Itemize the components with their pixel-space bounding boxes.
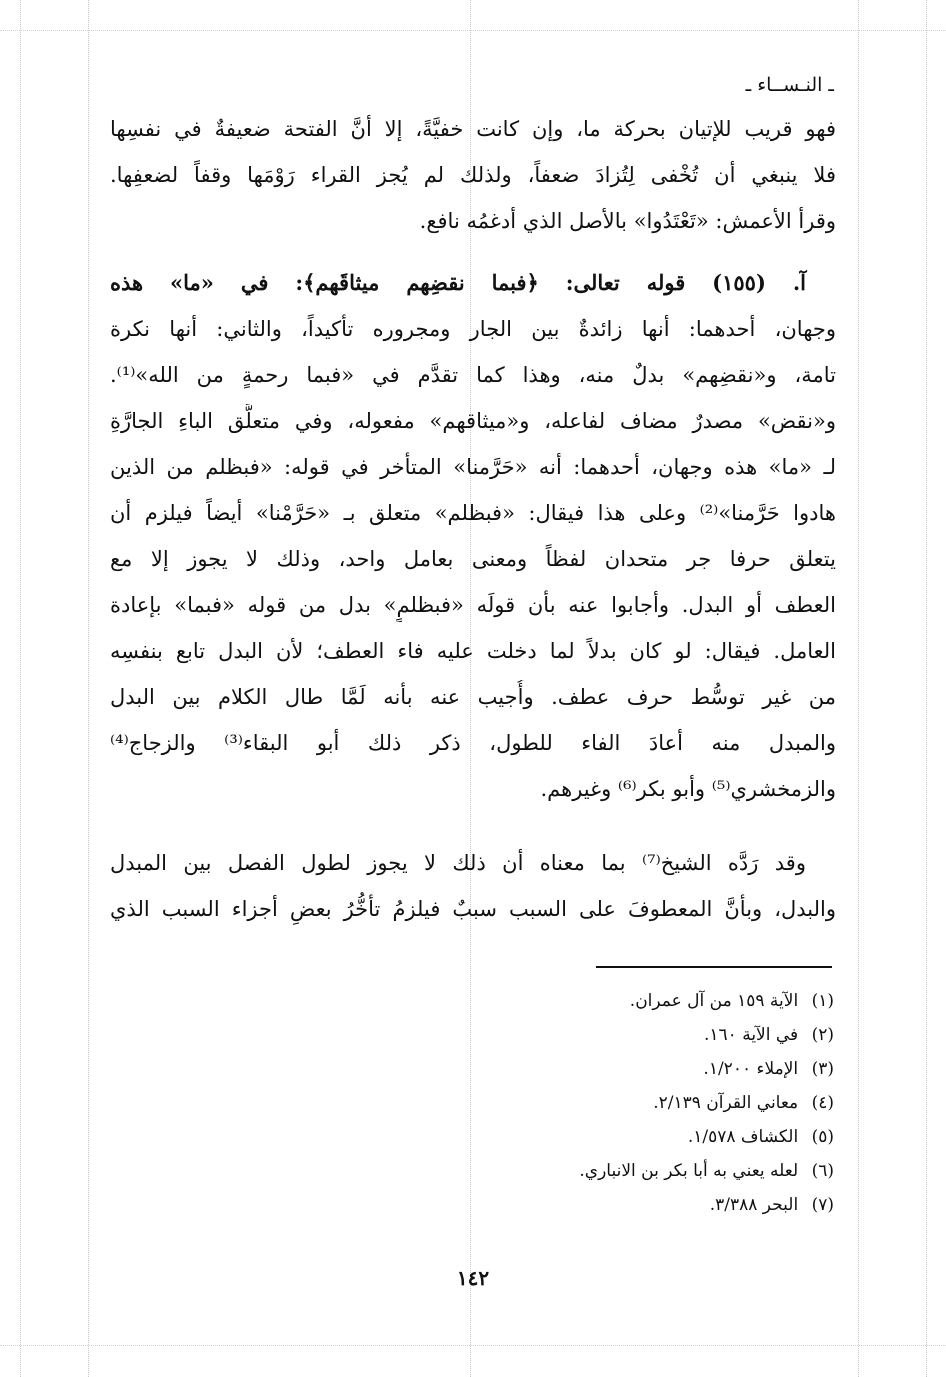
- text-line: وقرأ الأعمش: «تَعْتَدُوا» بالأصل الذي أدغمُه نافع.: [419, 209, 836, 233]
- footnote-text: الآية ١٥٩ من آل عمران.: [629, 991, 799, 1011]
- scan-guide-line: [858, 0, 859, 1377]
- text-line: هادوا حَرَّمنا»⁽²⁾ وعلى هذا فيقال: «فبظلم» متعلق بـ «حَرَّمْنا» أيضاً فيلزم أن: [110, 501, 836, 525]
- text-line: لـ «ما» هذه وجهان، أحدهما: أنه «حَرَّمنا» المتأخر في قوله: «فبظلم من الذين: [110, 455, 836, 479]
- footnotes: [114, 984, 834, 1222]
- footnote-separator: [596, 966, 832, 968]
- text-line: العطف أو البدل. وأجابوا عنه بأن قولَه «فبظلمٍ» بدل من قوله «فبما» بإعادة: [110, 593, 836, 617]
- footnote-text: لعله يعني به أبا بكر بن الانباري.: [579, 1161, 799, 1181]
- footnote-number: (٦): [811, 1161, 834, 1181]
- scan-guide-line: [88, 0, 89, 1377]
- text-line: وقد رَدَّه الشيخ⁽⁷⁾ بما معناه أن ذلك لا يجوز لطول الفصل بين المبدل: [110, 851, 806, 875]
- footnote-item: [114, 1052, 834, 1086]
- scan-guide-line: [926, 0, 927, 1377]
- text-line: يتعلق حرفا جر متحدان لفظاً ومعنى بعامل واحد، وذلك لا يجوز إلا مع: [110, 547, 836, 571]
- running-head: ـ النـســاء ـ: [745, 74, 834, 96]
- footnote-item: [114, 1120, 834, 1154]
- text-line: تامة، و«نقضِهم» بدلٌ منه، وهذا كما تقدَّم في «فبما رحمةٍ من الله»⁽¹⁾.: [110, 363, 836, 387]
- text-line: فلا ينبغي أن تُخْفى لِتُزادَ ضعفاً، ولذلك لم يُجز القراء رَوْمَها وقفاً لضعفِها.: [110, 163, 836, 187]
- footnote-text: معاني القرآن ٢/١٣٩.: [653, 1093, 799, 1113]
- footnote-number: (١): [811, 991, 834, 1011]
- text-line: من غير توسُّط حرف عطف. وأُجيب عنه بأنه لَمَّا طال الكلام بين البدل: [110, 685, 836, 709]
- scan-guide-line: [0, 30, 946, 31]
- footnote-item: [114, 1188, 834, 1222]
- scan-guide-line: [0, 1345, 946, 1346]
- footnote-text: البحر ٣/٣٨٨.: [709, 1195, 799, 1215]
- footnote-number: (٢): [811, 1025, 834, 1045]
- scan-guide-line: [20, 0, 21, 1377]
- text-line: العامل. فيقال: لو كان بدلاً لما دخلت عليه فاء العطف؛ لأن البدل تابع بنفسِه: [110, 639, 836, 663]
- footnote-item: [114, 1154, 834, 1188]
- footnote-text: في الآية ١٦٠.: [703, 1025, 799, 1045]
- footnote-number: (٤): [811, 1093, 834, 1113]
- text-line: وجهان، أحدهما: أنها زائدةٌ بين الجار ومجروره تأكيداً، والثاني: أنها نكرة: [110, 317, 836, 341]
- text-line: و«نقض» مصدرٌ مضاف لفاعله، و«ميثاقهم» مفعوله، وفي متعلَّق الباءِ الجارَّةِ: [110, 409, 836, 433]
- text-line: والمبدل منه أعادَ الفاء للطول، ذكر ذلك أبو البقاء⁽³⁾ والزجاج⁽⁴⁾: [110, 731, 836, 755]
- footnote-number: (٣): [811, 1059, 834, 1079]
- footnote-item: [114, 984, 834, 1018]
- footnote-number: (٧): [811, 1195, 834, 1215]
- text-line: والبدل، وبأنَّ المعطوفَ على السبب سببٌ فيلزمُ تأخُّرُ بعضِ أجزاء السبب الذي: [110, 897, 836, 921]
- footnote-item: [114, 1018, 834, 1052]
- footnote-text: الكشاف ١/٥٧٨.: [687, 1127, 799, 1147]
- footnote-number: (٥): [811, 1127, 834, 1147]
- text-line: فهو قريب للإتيان بحركة ما، وإن كانت خفيَّةً، إلا أنَّ الفتحة ضعيفةٌ في نفسِها: [110, 117, 836, 141]
- page-number: ١٤٢: [456, 1266, 490, 1290]
- footnote-item: [114, 1086, 834, 1120]
- verse-heading-line: آ. (١٥٥) قوله تعالى: ﴿فبما نقضِهم ميثاقَهم﴾: في «ما» هذه: [110, 270, 806, 295]
- text-line: والزمخشري⁽⁵⁾ وأبو بكر⁽⁶⁾ وغيرهم.: [540, 777, 836, 801]
- footnote-text: الإملاء ١/٢٠٠.: [703, 1059, 799, 1079]
